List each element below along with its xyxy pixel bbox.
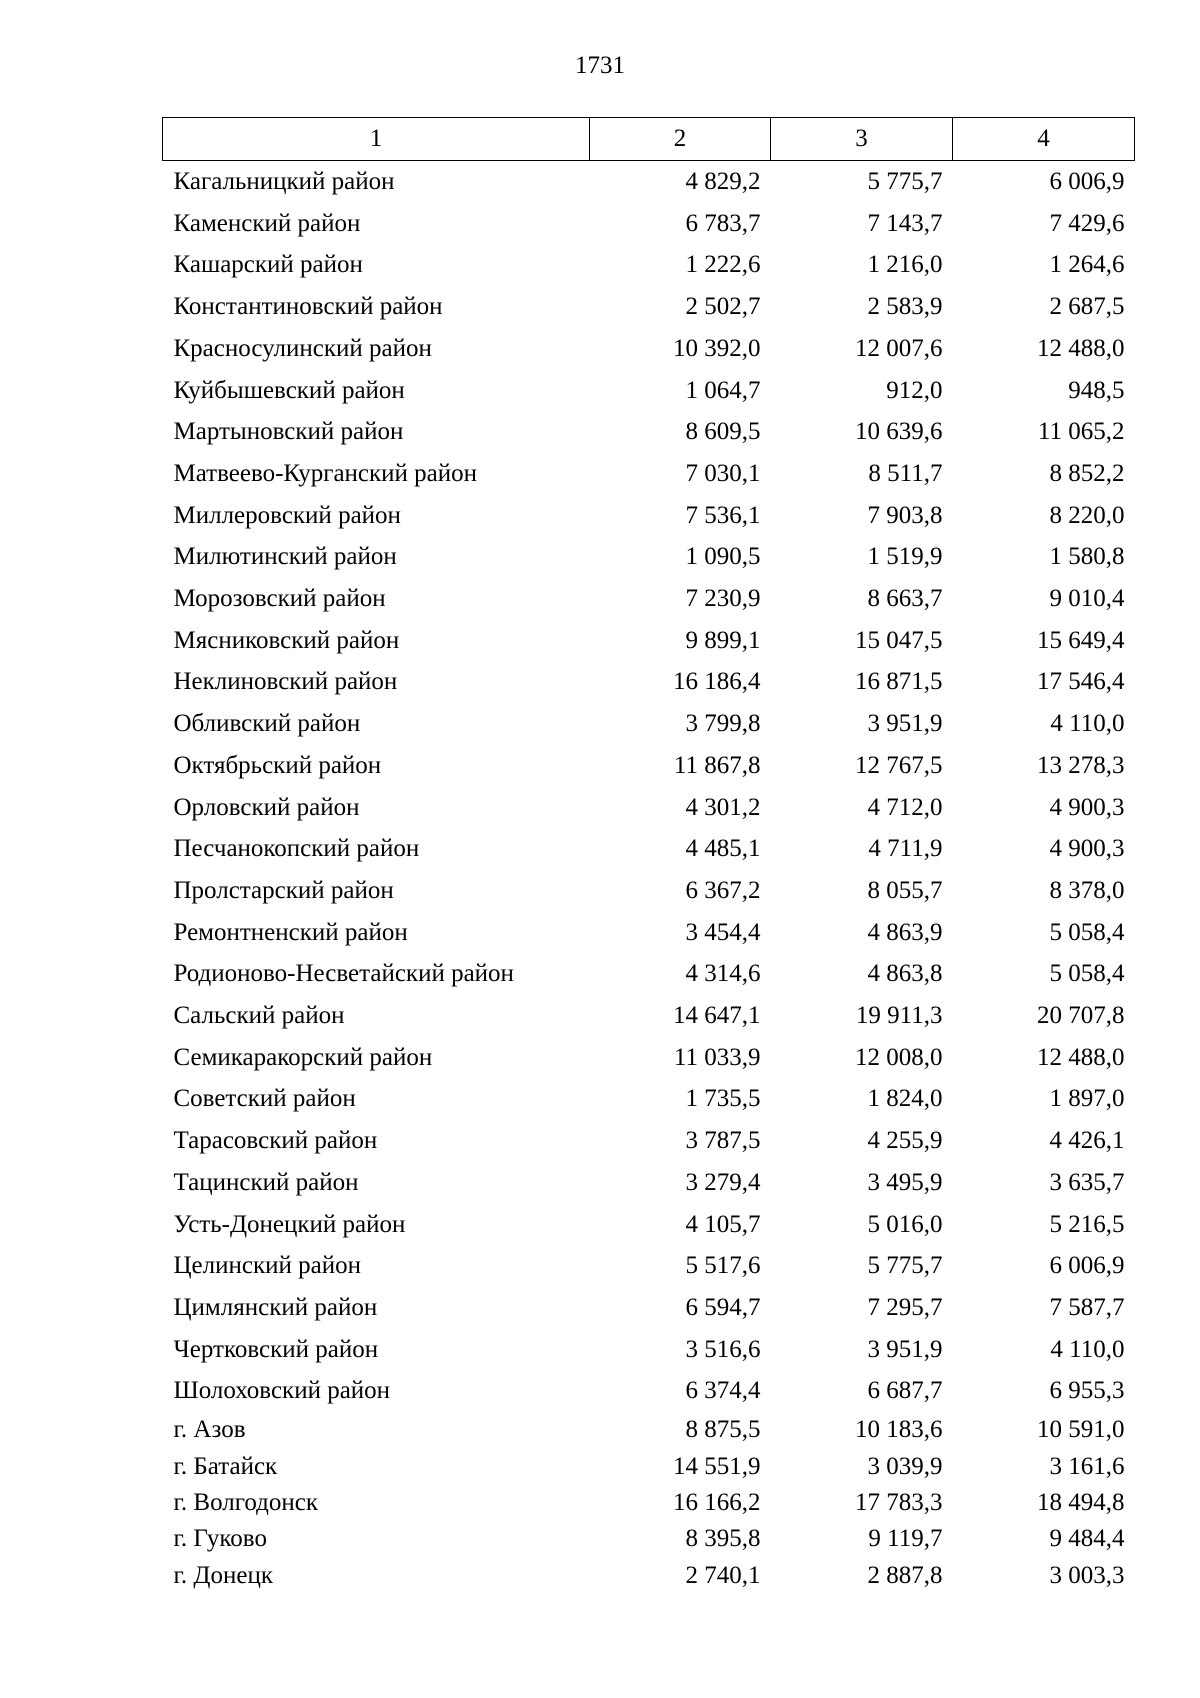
row-value-col4: 20 707,8	[1037, 1002, 1125, 1030]
row-value-col3: 12 008,0	[855, 1043, 943, 1071]
row-value-col3: 6 687,7	[867, 1377, 943, 1405]
table-row	[163, 536, 1135, 578]
row-value-col2: 2 502,7	[685, 293, 761, 321]
row-value-col3: 1 216,0	[867, 251, 943, 279]
row-value-col3: 16 871,5	[855, 668, 943, 696]
row-value-col2: 3 516,6	[685, 1335, 761, 1363]
row-name-cell: Целинский район	[173, 1252, 361, 1280]
row-value-col4: 4 900,3	[1049, 835, 1125, 863]
row-name-cell: Кагальницкий район	[173, 168, 395, 195]
row-name-cell: Морозовский район	[173, 585, 386, 613]
row-value-col2: 14 551,9	[673, 1452, 761, 1480]
row-name-cell: Усть-Донецкий район	[173, 1210, 406, 1238]
row-name-cell: Миллеровский район	[173, 501, 401, 529]
table-row	[163, 1485, 1135, 1521]
row-value-col4: 6 006,9	[1049, 168, 1125, 195]
row-value-col4: 17 546,4	[1037, 668, 1125, 696]
table-row	[163, 787, 1135, 829]
row-value-col2: 4 485,1	[685, 835, 761, 863]
row-name-cell: Орловский район	[173, 793, 360, 821]
table-row	[163, 661, 1135, 703]
row-value-col3: 10 183,6	[855, 1416, 943, 1444]
row-value-col3: 3 951,9	[867, 710, 943, 738]
row-value-col2: 3 454,4	[685, 918, 761, 946]
row-value-col4: 2 687,5	[1049, 293, 1125, 321]
row-name-cell: Тацинский район	[173, 1168, 359, 1196]
table-row	[163, 578, 1135, 620]
row-value-col4: 8 852,2	[1049, 459, 1125, 487]
row-value-col4: 11 065,2	[1037, 418, 1125, 446]
table-row	[163, 745, 1135, 787]
table-row	[163, 453, 1135, 495]
row-value-col3: 8 511,7	[868, 459, 943, 487]
row-value-col2: 1 064,7	[685, 376, 761, 404]
table-header	[163, 118, 1135, 161]
row-name-cell: Советский район	[173, 1085, 356, 1113]
row-name-cell: Песчанокопский район	[173, 835, 420, 863]
table-row	[163, 1449, 1135, 1485]
row-value-col2: 1 222,6	[685, 251, 761, 279]
row-value-col2: 3 799,8	[685, 710, 761, 738]
row-value-col4: 9 484,4	[1049, 1525, 1125, 1553]
row-value-col3: 912,0	[886, 376, 943, 404]
table-row	[163, 620, 1135, 662]
row-value-col3: 4 863,8	[867, 960, 943, 988]
row-value-col4: 9 010,4	[1049, 585, 1125, 613]
row-value-col4: 4 426,1	[1049, 1127, 1125, 1155]
row-value-col3: 1 824,0	[867, 1085, 943, 1113]
row-name-cell: Семикаракорский район	[173, 1043, 433, 1071]
table-row	[163, 244, 1135, 286]
row-name-cell: Сальский район	[173, 1002, 345, 1030]
row-value-col4: 3 161,6	[1049, 1452, 1125, 1480]
row-value-col2: 4 301,2	[685, 793, 761, 821]
row-value-col4: 4 110,0	[1050, 1335, 1125, 1363]
table-row	[163, 703, 1135, 745]
row-name-cell: Константиновский район	[173, 293, 443, 321]
table-row	[163, 1120, 1135, 1162]
row-value-col2: 6 594,7	[685, 1293, 761, 1321]
row-value-col3: 4 711,9	[868, 835, 943, 863]
row-value-col2: 10 392,0	[673, 334, 761, 362]
row-value-col4: 5 058,4	[1049, 960, 1125, 988]
row-name-cell: Мартыновский район	[173, 418, 404, 446]
row-name-cell: Куйбышевский район	[173, 376, 405, 404]
row-value-col3: 4 255,9	[867, 1127, 943, 1155]
table-row	[163, 411, 1135, 453]
row-value-col3: 15 047,5	[855, 626, 943, 654]
row-value-col3: 8 055,7	[867, 876, 943, 904]
row-value-col3: 5 775,7	[867, 168, 943, 195]
row-value-col4: 1 580,8	[1049, 543, 1125, 571]
table-row	[163, 1412, 1135, 1448]
row-value-col4: 18 494,8	[1037, 1488, 1125, 1516]
table-row	[163, 161, 1135, 203]
row-name-cell: Милютинский район	[173, 543, 397, 571]
row-value-col2: 3 279,4	[685, 1168, 761, 1196]
table-row	[163, 870, 1135, 912]
row-value-col2: 5 517,6	[685, 1252, 761, 1280]
row-value-col4: 4 900,3	[1049, 793, 1125, 821]
table-row	[163, 1329, 1135, 1371]
row-value-col3: 19 911,3	[855, 1002, 943, 1030]
table-row	[163, 1037, 1135, 1079]
row-name-cell: Тарасовский район	[173, 1127, 378, 1155]
row-name-cell: г. Батайск	[173, 1452, 278, 1480]
table-row	[163, 912, 1135, 954]
row-name-cell: Мясниковский район	[173, 626, 400, 654]
row-value-col4: 8 378,0	[1049, 876, 1125, 904]
row-value-col3: 8 663,7	[867, 585, 943, 613]
row-value-col3: 3 951,9	[867, 1335, 943, 1363]
row-name-cell: Красносулинский район	[173, 334, 432, 362]
row-value-col2: 16 166,2	[673, 1488, 761, 1516]
row-value-col4: 6 006,9	[1049, 1252, 1125, 1280]
table-row	[163, 1245, 1135, 1287]
table-row	[163, 1204, 1135, 1246]
row-value-col3: 7 143,7	[867, 209, 943, 237]
row-value-col2: 4 829,2	[685, 168, 761, 195]
table-row	[163, 328, 1135, 370]
table-row	[163, 286, 1135, 328]
row-value-col2: 6 374,4	[685, 1377, 761, 1405]
row-value-col4: 5 216,5	[1049, 1210, 1125, 1238]
table-row	[163, 203, 1135, 245]
row-value-col4: 948,5	[1068, 376, 1125, 404]
table-row	[163, 953, 1135, 995]
row-name-cell: Матвеево-Курганский район	[173, 459, 478, 487]
row-value-col3: 10 639,6	[855, 418, 943, 446]
row-value-col3: 7 903,8	[867, 501, 943, 529]
row-value-col4: 5 058,4	[1049, 918, 1125, 946]
table-row	[163, 370, 1135, 412]
row-name-cell: Неклиновский район	[173, 668, 398, 696]
row-value-col2: 14 647,1	[673, 1002, 761, 1030]
row-value-col4: 3 003,3	[1049, 1561, 1125, 1589]
page-number: 1731	[575, 52, 625, 79]
row-value-col2: 6 783,7	[685, 209, 761, 237]
row-value-col2: 7 030,1	[685, 459, 761, 487]
table-row	[163, 1521, 1135, 1557]
row-value-col2: 4 105,7	[685, 1210, 761, 1238]
data-table	[162, 117, 1135, 1594]
row-value-col4: 8 220,0	[1049, 501, 1125, 529]
row-value-col3: 1 519,9	[867, 543, 943, 571]
row-value-col2: 1 735,5	[685, 1085, 761, 1113]
row-value-col3: 3 495,9	[867, 1168, 943, 1196]
header-row	[163, 118, 1135, 161]
row-value-col4: 1 897,0	[1049, 1085, 1125, 1113]
row-value-col3: 5 775,7	[867, 1252, 943, 1280]
row-value-col4: 4 110,0	[1050, 710, 1125, 738]
header-cell-4: 4	[953, 118, 1135, 161]
row-value-col2: 7 230,9	[685, 585, 761, 613]
row-name-cell: Кашарский район	[173, 251, 363, 279]
row-value-col2: 4 314,6	[685, 960, 761, 988]
row-value-col2: 2 740,1	[685, 1561, 761, 1589]
table-row	[163, 1370, 1135, 1412]
row-value-col3: 12 767,5	[855, 751, 943, 779]
header-cell-3: 3	[771, 118, 953, 161]
row-name-cell: г. Гуково	[173, 1525, 267, 1553]
row-name-cell: Родионово-Несветайский район	[173, 960, 514, 988]
row-name-cell: г. Донецк	[173, 1561, 273, 1589]
row-value-col2: 6 367,2	[685, 876, 761, 904]
row-value-col4: 12 488,0	[1037, 334, 1125, 362]
row-name-cell: Чертковский район	[173, 1335, 379, 1363]
row-name-cell: Пролстарский район	[173, 876, 394, 904]
row-name-cell: Шолоховский район	[173, 1377, 391, 1405]
row-value-col3: 12 007,6	[855, 334, 943, 362]
row-value-col2: 8 875,5	[685, 1416, 761, 1444]
row-value-col2: 8 395,8	[685, 1525, 761, 1553]
table-row	[163, 495, 1135, 537]
row-value-col3: 2 583,9	[867, 293, 943, 321]
table-row	[163, 1558, 1135, 1594]
row-value-col4: 15 649,4	[1037, 626, 1125, 654]
table-row	[163, 1287, 1135, 1329]
row-value-col2: 8 609,5	[685, 418, 761, 446]
table-body	[163, 161, 1135, 1595]
row-value-col4: 12 488,0	[1037, 1043, 1125, 1071]
row-value-col2: 11 033,9	[673, 1043, 761, 1071]
header-cell-1: 1	[163, 118, 590, 161]
row-name-cell: г. Волгодонск	[173, 1488, 319, 1516]
header-cell-2: 2	[590, 118, 771, 161]
row-value-col3: 3 039,9	[867, 1452, 943, 1480]
row-value-col2: 16 186,4	[673, 668, 761, 696]
table-row	[163, 995, 1135, 1037]
row-value-col2: 7 536,1	[685, 501, 761, 529]
row-value-col4: 1 264,6	[1049, 251, 1125, 279]
row-value-col3: 17 783,3	[855, 1488, 943, 1516]
table-row	[163, 828, 1135, 870]
row-name-cell: Цимлянский район	[173, 1293, 378, 1321]
row-value-col3: 9 119,7	[868, 1525, 943, 1553]
row-value-col4: 13 278,3	[1037, 751, 1125, 779]
row-name-cell: г. Азов	[173, 1416, 246, 1444]
row-value-col3: 4 712,0	[867, 793, 943, 821]
row-value-col4: 3 635,7	[1049, 1168, 1125, 1196]
row-value-col3: 4 863,9	[867, 918, 943, 946]
row-name-cell: Ремонтненский район	[173, 918, 408, 946]
table-row	[163, 1162, 1135, 1204]
row-name-cell: Каменский район	[173, 209, 361, 237]
row-value-col4: 10 591,0	[1037, 1416, 1125, 1444]
row-value-col3: 5 016,0	[867, 1210, 943, 1238]
table-row	[163, 1078, 1135, 1120]
row-value-col3: 7 295,7	[867, 1293, 943, 1321]
row-name-cell: Октябрьский район	[173, 751, 382, 779]
row-value-col4: 7 587,7	[1049, 1293, 1125, 1321]
row-name-cell: Обливский район	[173, 710, 361, 738]
row-value-col2: 3 787,5	[685, 1127, 761, 1155]
row-value-col2: 1 090,5	[685, 543, 761, 571]
row-value-col4: 7 429,6	[1049, 209, 1125, 237]
row-value-col2: 11 867,8	[673, 751, 761, 779]
row-value-col4: 6 955,3	[1049, 1377, 1125, 1405]
row-value-col2: 9 899,1	[685, 626, 761, 654]
row-value-col3: 2 887,8	[867, 1561, 943, 1589]
